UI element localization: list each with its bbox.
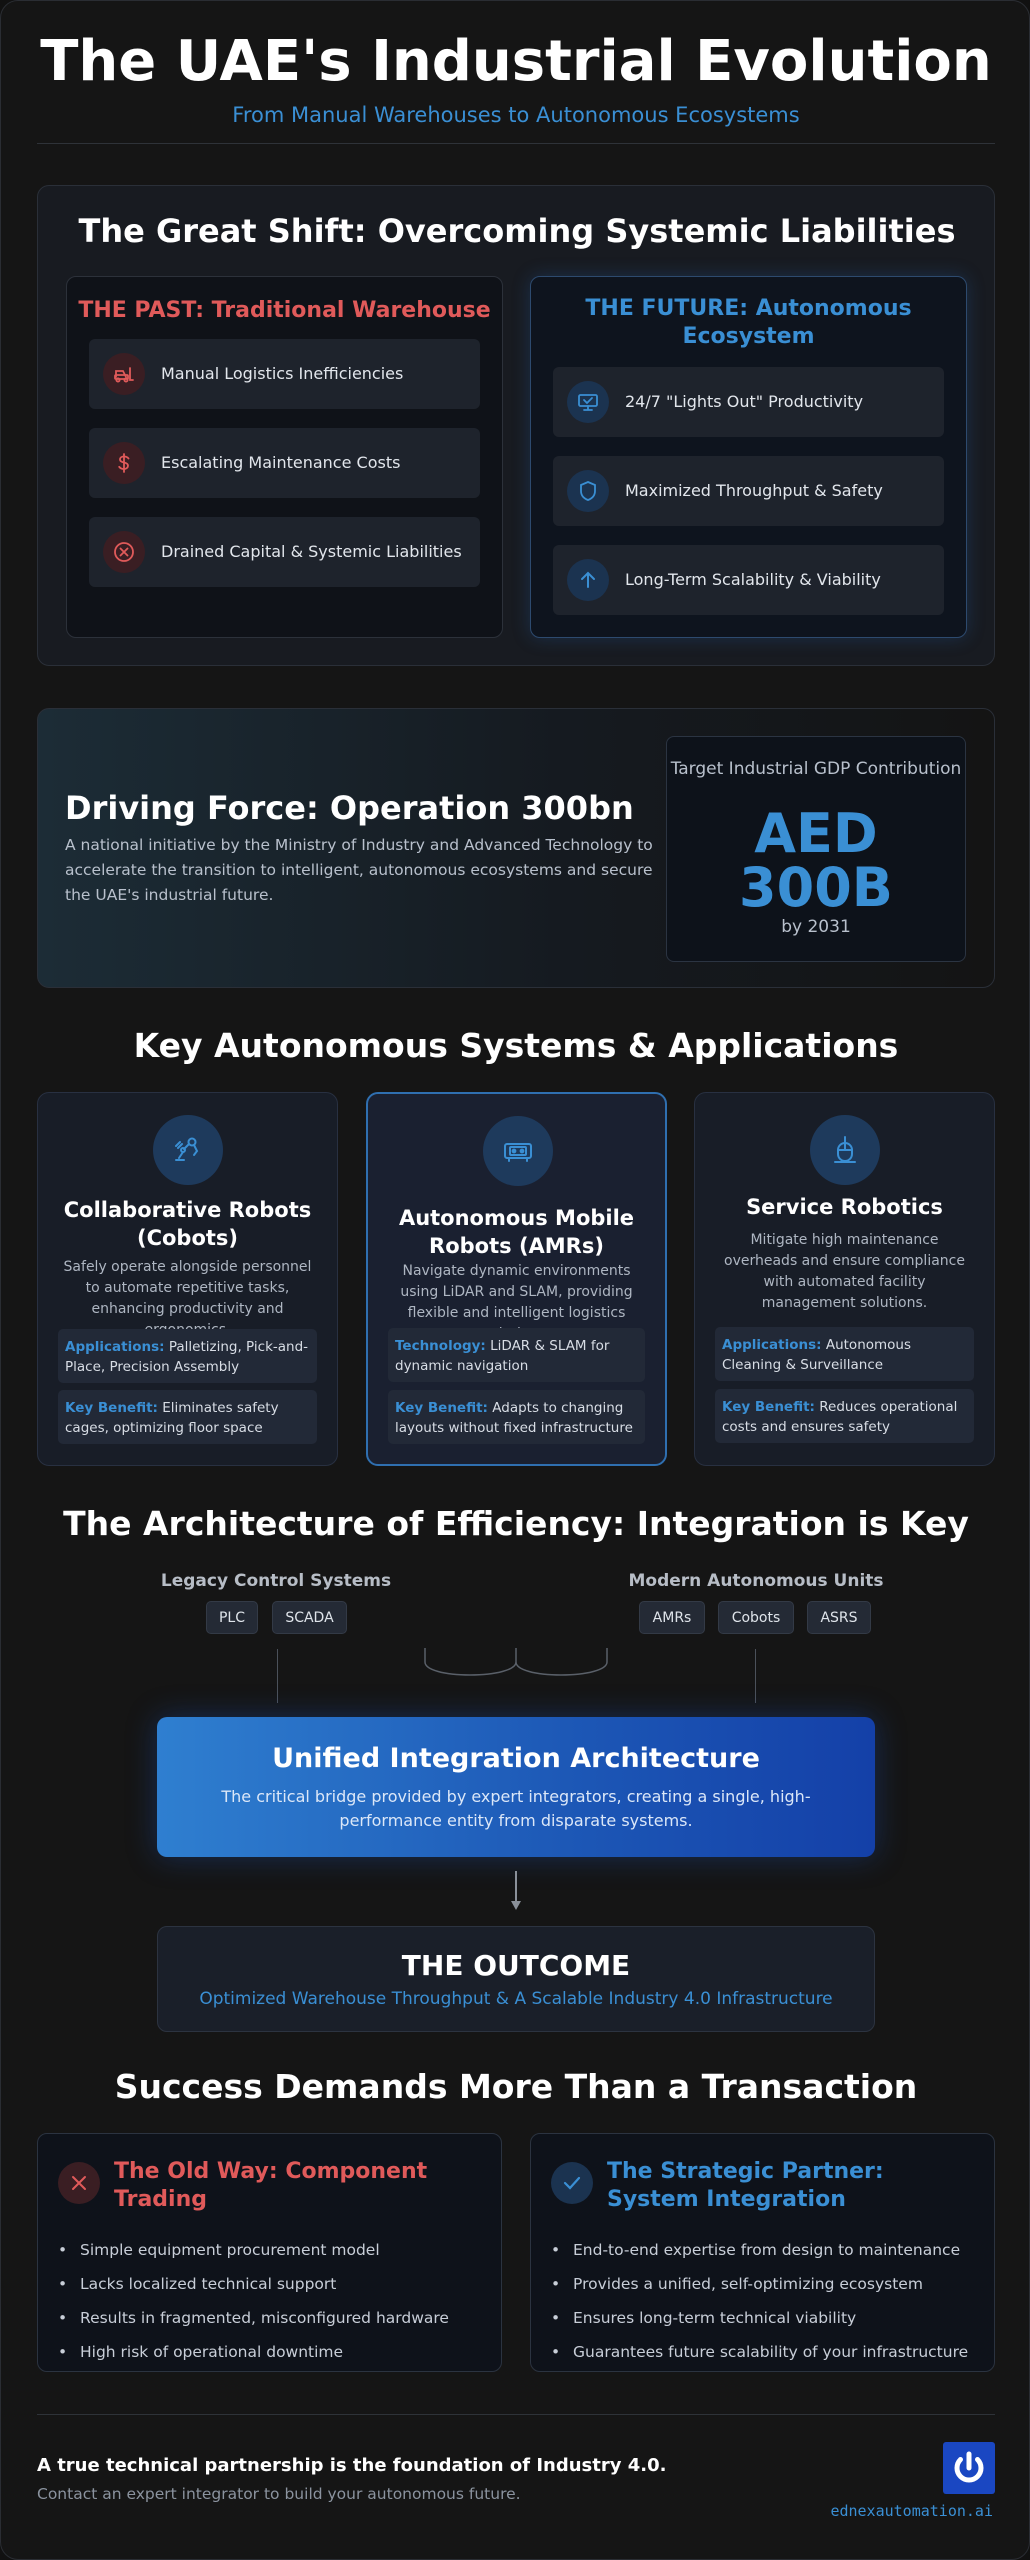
box-text: Palletizing, Pick-and-Place, Precision Assembly	[65, 1339, 309, 1375]
gdp-value-line1: AED	[754, 802, 878, 865]
footer-tagline: Contact an expert integrator to build your autonomous future.	[37, 2485, 521, 2503]
success-heading: Success Demands More Than a Transaction	[114, 2067, 918, 2106]
modern-chip: AMRs	[639, 1601, 705, 1634]
future-item-label: 24/7 "Lights Out" Productivity	[625, 392, 864, 411]
legacy-chip: SCADA	[272, 1601, 347, 1634]
future-column	[530, 276, 967, 638]
gdp-value	[667, 802, 965, 919]
system-card-title: Collaborative Robots (Cobots)	[63, 1198, 312, 1250]
box-label: Technology:	[395, 1338, 486, 1354]
outcome-description: Optimized Warehouse Throughput & A Scalable Industry 4.0 Infrastructure	[199, 1989, 833, 2009]
footer-divider	[37, 2414, 995, 2415]
mobile-robot-icon	[483, 1116, 553, 1186]
system-card-applications	[715, 1327, 974, 1381]
list-item: • Simple equipment procurement model	[58, 2233, 491, 2267]
gdp-value-line2: 300B	[739, 856, 893, 919]
page-title: The UAE's Industrial Evolution	[40, 29, 992, 94]
box-text: Adapts to changing layouts without fixed infrastructure	[395, 1400, 633, 1436]
power-logo-icon[interactable]	[943, 2442, 995, 2494]
x-icon	[58, 2162, 100, 2204]
down-arrow-icon	[508, 1871, 524, 1915]
system-card-cobots	[37, 1092, 338, 1466]
system-card-benefit	[58, 1390, 317, 1444]
past-column	[66, 276, 503, 638]
bracket-connector	[421, 1646, 611, 1691]
box-label: Key Benefit:	[65, 1400, 158, 1416]
past-item-label: Drained Capital & Systemic Liabilities	[161, 542, 462, 561]
past-item-label: Escalating Maintenance Costs	[161, 453, 401, 472]
system-card-title: Autonomous Mobile Robots (AMRs)	[398, 1206, 635, 1258]
old-way-panel	[37, 2133, 502, 2372]
box-label: Applications:	[65, 1339, 165, 1355]
box-text: Eliminates safety cages, optimizing floor space	[65, 1400, 279, 1436]
driving-force-panel	[37, 708, 995, 988]
robot-arm-icon	[153, 1115, 223, 1185]
systems-heading: Key Autonomous Systems & Applications	[133, 1026, 899, 1065]
list-item: • High risk of operational downtime	[58, 2335, 491, 2369]
future-item	[553, 367, 944, 437]
legacy-heading: Legacy Control Systems	[160, 1571, 392, 1591]
system-card-title: Service Robotics	[746, 1195, 943, 1219]
box-label: Key Benefit:	[722, 1399, 815, 1415]
old-way-title: The Old Way: Component Trading	[114, 2159, 428, 2212]
list-item: • Provides a unified, self-optimizing ecosystem	[551, 2267, 984, 2301]
past-item	[89, 428, 480, 498]
system-card-amrs	[366, 1092, 667, 1466]
forklift-icon	[103, 353, 145, 395]
list-item: • Ensures long-term technical viability	[551, 2301, 984, 2335]
past-heading: THE PAST: Traditional Warehouse	[78, 298, 491, 323]
page-subtitle: From Manual Warehouses to Autonomous Ecosystems	[232, 103, 800, 127]
old-way-list	[58, 2233, 491, 2369]
future-item	[553, 545, 944, 615]
outcome-box	[157, 1926, 875, 2032]
modern-heading: Modern Autonomous Units	[628, 1571, 884, 1591]
list-item: • Results in fragmented, misconfigured hardware	[58, 2301, 491, 2335]
check-icon	[551, 2162, 593, 2204]
system-card-benefit	[715, 1389, 974, 1443]
system-card-applications	[58, 1329, 317, 1383]
past-item	[89, 339, 480, 409]
driving-force-heading: Driving Force: Operation 300bn	[65, 789, 634, 827]
past-item-label: Manual Logistics Inefficiencies	[161, 364, 404, 383]
future-item-label: Maximized Throughput & Safety	[625, 481, 883, 500]
box-label: Applications:	[722, 1337, 822, 1353]
system-card-description: Safely operate alongside personnel to automate repetitive tasks, enhancing productivity and	[63, 1259, 312, 1317]
legacy-connector	[277, 1649, 278, 1703]
service-robot-icon	[810, 1115, 880, 1185]
modern-chip: ASRS	[807, 1601, 871, 1634]
unified-integration-box	[157, 1717, 875, 1857]
driving-force-description: A national initiative by the Ministry of Industry and Advanced Technology to accelerate the transition to intelligent, autonomous ecosystems and secure the UAE's industrial future.	[65, 836, 653, 904]
outcome-title: THE OUTCOME	[401, 1949, 631, 1982]
shield-icon	[567, 470, 609, 512]
system-card-description: Mitigate high maintenance overheads and ensure compliance with automated facility management solutions.	[724, 1232, 965, 1311]
system-card-benefit	[388, 1390, 645, 1444]
system-card-description: Navigate dynamic environments using LiDAR and SLAM, providing flexible and intelligent logistics	[400, 1263, 633, 1321]
website-link[interactable]: ednexautomation.ai	[830, 2502, 993, 2520]
box-text: Autonomous Cleaning & Surveillance	[722, 1337, 912, 1373]
gdp-year: by 2031	[781, 917, 851, 937]
list-item: • Guarantees future scalability of your infrastructure	[551, 2335, 984, 2369]
unified-title: Unified Integration Architecture	[272, 1743, 760, 1774]
legacy-chip: PLC	[206, 1601, 258, 1634]
footer-headline: A true technical partnership is the foundation of Industry 4.0.	[37, 2455, 667, 2476]
box-label: Key Benefit:	[395, 1400, 488, 1416]
future-heading: THE FUTURE: Autonomous Ecosystem	[585, 296, 912, 349]
x-circle-icon	[103, 531, 145, 573]
modern-connector	[755, 1649, 756, 1703]
dollar-icon	[103, 442, 145, 484]
list-item: • End-to-end expertise from design to maintenance	[551, 2233, 984, 2267]
arrow-up-icon	[567, 559, 609, 601]
gdp-label: Target Industrial GDP Contribution	[670, 759, 962, 779]
strategic-partner-list	[551, 2233, 984, 2369]
monitor-icon	[567, 381, 609, 423]
past-item	[89, 517, 480, 587]
unified-description: The critical bridge provided by expert integrators, creating a single, high-performance entity from disparate systems.	[221, 1787, 811, 1830]
strategic-partner-panel	[530, 2133, 995, 2372]
list-item: • Lacks localized technical support	[58, 2267, 491, 2301]
system-card-service-robotics	[694, 1092, 995, 1466]
architecture-heading: The Architecture of Efficiency: Integration is Key	[63, 1504, 969, 1543]
future-item-label: Long-Term Scalability & Viability	[625, 570, 881, 589]
modern-chip: Cobots	[718, 1601, 794, 1634]
box-text: Reduces operational costs and ensures safety	[722, 1399, 958, 1435]
strategic-partner-title: The Strategic Partner: System Integration	[607, 2159, 884, 2212]
system-card-technology	[388, 1328, 645, 1382]
great-shift-heading: The Great Shift: Overcoming Systemic Liabilities	[78, 212, 956, 250]
future-item	[553, 456, 944, 526]
great-shift-panel	[37, 185, 995, 666]
box-text: LiDAR & SLAM for dynamic navigation	[395, 1338, 610, 1374]
header-divider	[37, 143, 995, 144]
gdp-target-box	[666, 736, 966, 962]
